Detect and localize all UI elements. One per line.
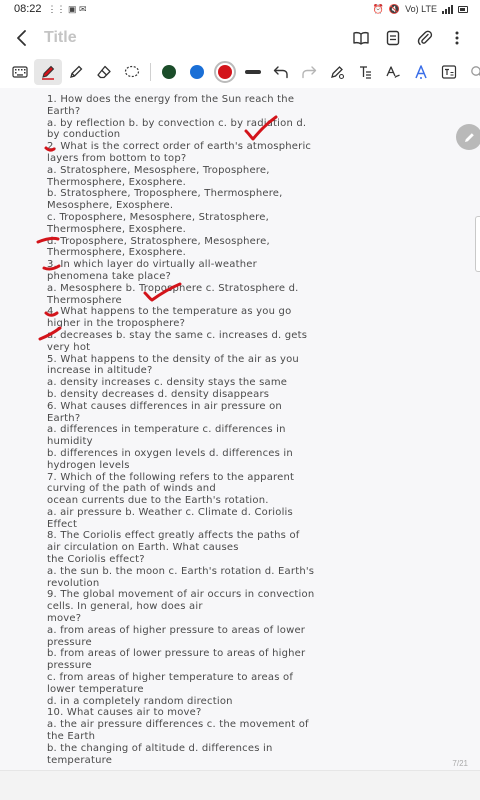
note-line: cells. In general, how does air (47, 601, 203, 613)
note-line: 4. What happens to the temperature as you go (47, 306, 292, 318)
more-vert-icon (455, 31, 459, 45)
lasso-icon (124, 65, 140, 79)
network-label: Vo) LTE (405, 4, 437, 14)
back-button[interactable] (0, 20, 44, 56)
note-line: 10. What causes air to move? (47, 707, 202, 719)
color-swatch-red-selected[interactable] (211, 59, 239, 85)
note-line: Effect (47, 518, 78, 530)
note-line: by conduction (47, 129, 121, 141)
note-line: b. differences in oxygen levels d. differences in (47, 447, 293, 459)
note-line: temperature (47, 754, 113, 766)
note-line: ocean currents due to the Earth's rotation. (47, 495, 269, 507)
note-line: curving of the path of winds and (47, 483, 216, 495)
book-icon (353, 31, 369, 45)
note-line: higher in the troposphere? (47, 318, 186, 330)
note-line: the Coriolis effect? (47, 554, 145, 566)
highlighter-tool[interactable] (62, 59, 90, 85)
note-line: b. density decreases d. density disappears (47, 388, 270, 400)
note-line: phenomena take place? (47, 270, 172, 282)
handwriting-icon (385, 64, 401, 80)
note-line: increase in altitude? (47, 365, 153, 377)
pen-settings-button[interactable] (323, 59, 351, 85)
pages-button[interactable] (384, 29, 402, 47)
note-line: c. Troposphere, Mesosphere, Stratosphere, (47, 211, 269, 223)
note-line: Thermosphere, Exosphere. (47, 223, 186, 235)
highlighter-icon (68, 64, 84, 80)
eraser-icon (96, 64, 112, 80)
note-line: 9. The global movement of air occurs in convection (47, 589, 315, 601)
attach-button[interactable] (416, 29, 434, 47)
note-line: 1. How does the energy from the Sun reach the (47, 94, 295, 105)
attach-icon (417, 30, 433, 46)
text-format-button[interactable] (351, 59, 379, 85)
note-line: layers from bottom to top? (47, 152, 187, 164)
note-line: c. from areas of higher temperature to areas of (47, 672, 294, 684)
status-left (14, 3, 87, 15)
stroke-icon (244, 68, 262, 76)
pen-toolbar (0, 58, 480, 86)
note-line: revolution (47, 577, 100, 589)
note-line: d. Troposphere, Stratosphere, Mesosphere, (47, 235, 270, 247)
note-text-body (47, 94, 372, 766)
note-line: a. decreases b. stay the same c. increases d. gets (47, 329, 308, 341)
note-line: move? (47, 613, 82, 625)
scroll-handle[interactable] (475, 216, 480, 272)
note-line: 6. What causes differences in air pressure on (47, 400, 282, 412)
note-page[interactable] (0, 88, 480, 770)
keyboard-tool[interactable] (6, 59, 34, 85)
status-right (373, 4, 468, 15)
note-line: air circulation on Earth. What causes (47, 542, 239, 554)
note-line: lower temperature (47, 683, 144, 695)
toolbar-divider (150, 63, 151, 81)
page-indicator: 7/21 (452, 759, 468, 768)
redo-button[interactable] (295, 59, 323, 85)
eraser-tool[interactable] (90, 59, 118, 85)
app-actions (352, 29, 480, 47)
note-line: b. from areas of lower pressure to areas of higher (47, 648, 306, 660)
selected-color-ring (214, 61, 236, 83)
note-line: d. in a completely random direction (47, 695, 233, 707)
undo-button[interactable] (267, 59, 295, 85)
note-line: the Earth (47, 731, 96, 743)
app-bar (0, 20, 480, 56)
note-line: hydrogen levels (47, 459, 130, 471)
more-options-button[interactable] (448, 29, 466, 47)
note-line: 3. In which layer do virtually all-weather (47, 259, 257, 271)
color-dot (218, 65, 232, 79)
edit-fab-button[interactable] (456, 124, 480, 150)
bottom-bar (0, 770, 480, 800)
note-line: Thermosphere, Exosphere. (47, 247, 186, 259)
note-line: Thermosphere (47, 294, 122, 306)
note-line: a. by reflection b. by convection c. by radiation d. (47, 117, 307, 129)
status-bar (0, 0, 480, 18)
stroke-width-button[interactable] (239, 59, 267, 85)
note-line: pressure (47, 660, 92, 672)
book-view-button[interactable] (352, 29, 370, 47)
note-line: a. differences in temperature c. differences in (47, 424, 286, 436)
chevron-left-icon (16, 30, 28, 46)
text-format-icon (357, 64, 373, 80)
keyboard-icon (12, 66, 28, 78)
note-line: Earth? (47, 412, 81, 424)
search-button[interactable] (463, 59, 480, 85)
convert-text-button[interactable] (435, 59, 463, 85)
status-time: 08:22 (14, 3, 42, 15)
pen-settings-icon (329, 64, 345, 80)
ai-assist-button[interactable] (407, 59, 435, 85)
note-line: 5. What happens to the density of the air as you (47, 353, 299, 365)
color-swatch-green[interactable] (155, 59, 183, 85)
note-line: Earth? (47, 105, 81, 117)
pages-icon (386, 30, 400, 46)
handwriting-button[interactable] (379, 59, 407, 85)
convert-icon (441, 64, 457, 80)
mute-icon: 🔇 (388, 3, 401, 14)
color-swatch-blue[interactable] (183, 59, 211, 85)
redo-icon (301, 65, 317, 79)
search-icon (470, 65, 480, 79)
battery-icon (458, 6, 468, 13)
note-line: b. Stratosphere, Troposphere, Thermosphere, (47, 188, 283, 200)
note-line: a. density increases c. density stays the same (47, 377, 288, 389)
note-line: a. from areas of higher pressure to areas of lower (47, 624, 306, 636)
note-line: Mesosphere, Exosphere. (47, 200, 174, 212)
note-line: pressure (47, 636, 92, 648)
pen-icon (40, 64, 56, 80)
note-line: 2. What is the correct order of earth's atmospheric (47, 141, 312, 153)
color-dot (190, 65, 204, 79)
ai-icon (413, 64, 429, 80)
pen-tool[interactable] (34, 59, 62, 85)
note-line: a. the sun b. the moon c. Earth's rotation d. Earth's (47, 565, 315, 577)
lasso-tool[interactable] (118, 59, 146, 85)
note-line: Thermosphere, Exosphere. (47, 176, 186, 188)
note-line: 8. The Coriolis effect greatly affects the paths of (47, 530, 300, 542)
note-line: a. Stratosphere, Mesosphere, Troposphere, (47, 164, 270, 176)
undo-icon (273, 65, 289, 79)
note-line: a. the air pressure differences c. the movement of (47, 719, 309, 731)
pencil-icon (463, 131, 476, 144)
color-dot (162, 65, 176, 79)
note-line: humidity (47, 436, 93, 448)
note-title[interactable]: Title (44, 29, 77, 46)
alarm-icon: ⏰ (372, 3, 384, 14)
note-line: b. the changing of altitude d. differences in (47, 742, 273, 754)
notification-icons: ⋮⋮ ▣ ✉ (47, 3, 87, 14)
note-line: a. air pressure b. Weather c. Climate d. Coriolis (47, 506, 293, 518)
note-line: a. Mesosphere b. Troposphere c. Stratosphere d. (47, 282, 299, 294)
note-line: 7. Which of the following refers to the apparent (47, 471, 295, 483)
note-line: very hot (47, 341, 91, 353)
signal-icon (442, 5, 453, 14)
